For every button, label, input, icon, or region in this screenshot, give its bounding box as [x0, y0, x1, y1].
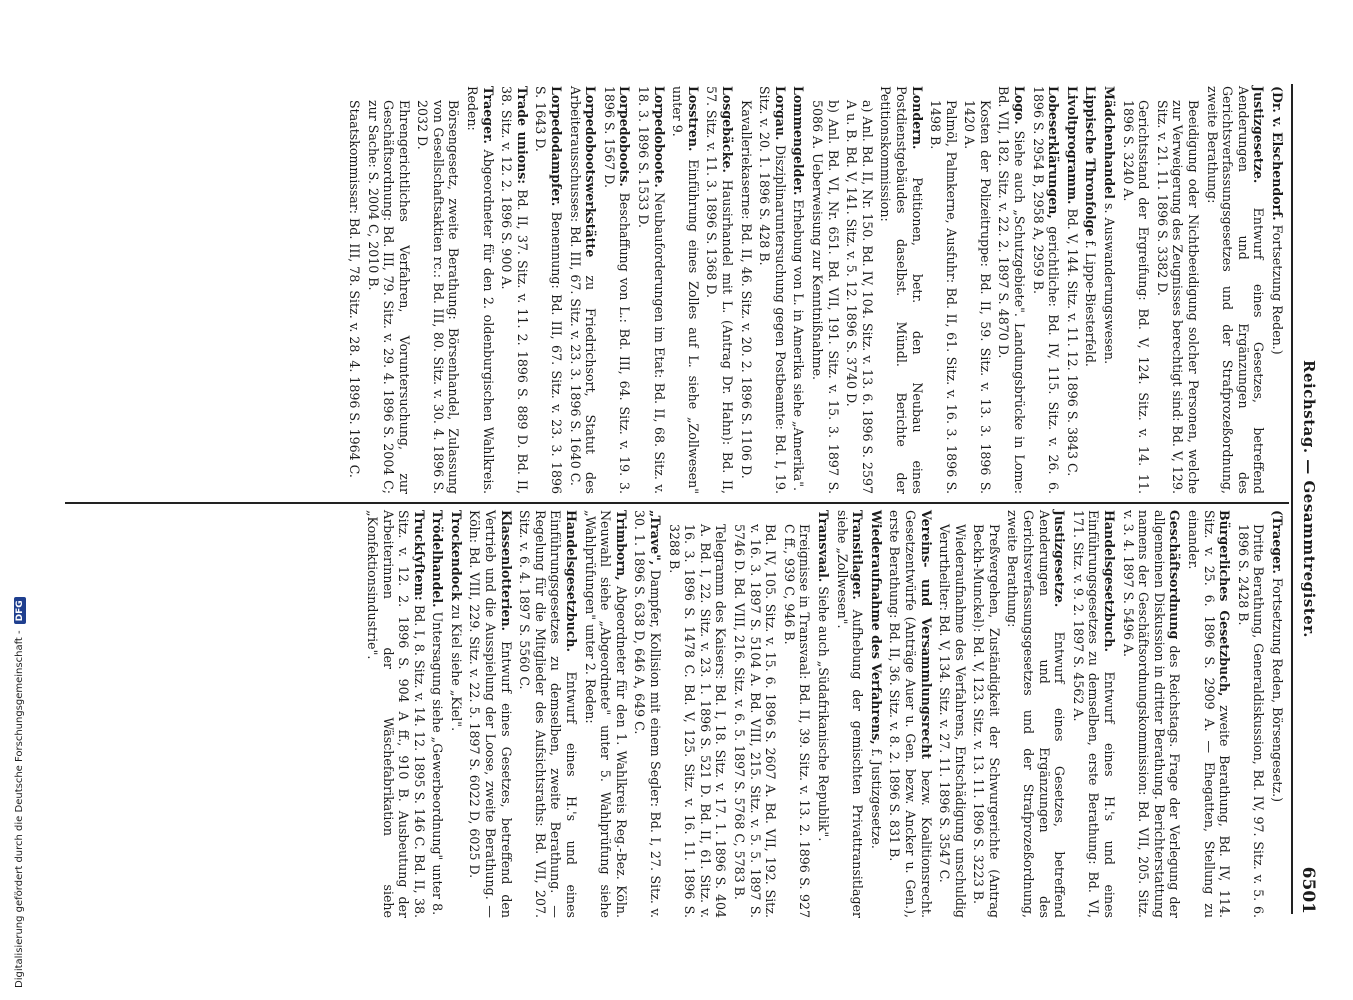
entry-text: Bd. II, 37. Sitz. v. 11. 2. 1896 S. 889 D. Bd. II, 38. Sitz. v. 12. 2. 1896 S. 900 A. [499, 86, 530, 494]
entry-heading: Wiederaufnahme des Verfahrens, [868, 510, 884, 745]
entry-text: Kosten der Polizeitruppe: Bd. II, 59. Sitz. v. 13. 3. 1896 S. 1420 A. [962, 100, 993, 494]
entry-text: Untersagung siehe „Gewerbeordnung" unter 8. [430, 611, 446, 916]
entry-text: Palmöl, Palmkerne, Ausfuhr: Bd. II, 61. Sitz. v. 16. 3. 1896 S. 1498 B. [928, 100, 959, 494]
index-entry [1070, 510, 1117, 918]
index-entry [1269, 86, 1285, 494]
index-entry [781, 510, 812, 918]
index-entry [1120, 510, 1182, 918]
entry-text: Aufhebung der gemischten Privattransitlager siehe „Zollwesen". [834, 510, 866, 918]
entry-text: Ereignisse in Transvaal: Bd. II, 39. Sitz. v. 13. 2. 1896 S. 927 C ff., 939 C, 946 B. [781, 524, 813, 918]
index-entry [1185, 510, 1232, 918]
entry-heading: Mädchenhandel [1102, 86, 1118, 199]
entry-heading: Truckſyſtem: [411, 510, 427, 601]
index-entry [962, 86, 993, 494]
entry-text: Fortsetzung Reden, Börsengesetz.) [1270, 577, 1285, 803]
index-entry [1005, 510, 1067, 918]
entry-text: Siehe auch „Südafrikanische Republik". [815, 586, 831, 842]
entry-text: zu Kiel siehe „Kiel". [448, 604, 464, 732]
index-entry [467, 510, 514, 918]
entry-text: b) Anl. Bd. VI, Nr. 651. Bd. VII, 191. Sitz. v. 15. 3. 1897 S. 5086 A. Ueberweisung zur Kenntnißnahme. [809, 100, 841, 494]
entry-heading: (Traeger. [1270, 510, 1285, 574]
entry-heading: Handelsgesetzbuch. [1102, 510, 1118, 652]
index-entry [517, 510, 579, 918]
entry-text: a) Anl. Bd. II, Nr. 150. Bd. IV, 104. Sitz. v. 13. 6. 1896 S. 2597 A u. B. Bd. V, 141. Sitz. v. 5. 12. 1896 S. 3740 D. [844, 100, 875, 494]
index-entry [1120, 86, 1151, 494]
entry-heading: Justizgesetze. [1052, 510, 1068, 608]
running-head [1292, 84, 1318, 914]
entry-text: Entwurf eines Gesetzes, betreffend Aenderungen und Ergänzungen des Gerichtsverfassungsgesetzes und der Strafprozeßordnung, zweite Berathung: [1204, 86, 1267, 494]
entry-text: des Reichstags. Frage der Verlegung der allgemeinen Diskussion in dritter Berathung. Berichterstattung namens der Geschäftsordnungskommission: Bd. VII, 205. Sitz. v. 3. 4. 1897 S. 5496 A. [1120, 510, 1183, 918]
credit-text: Digitalisierung gefördert durch die Deutsche Forschungsgemeinschaft - [14, 630, 25, 988]
entry-heading: Bürgerliches Gesetzbuch, [1217, 510, 1233, 697]
entry-heading: (Dr. v. Elschendorf. [1270, 86, 1285, 221]
index-entry [670, 86, 701, 494]
entry-heading: Geschäftsordnung [1167, 510, 1183, 640]
entry-text: Entwurf eines H.'s und eines Einführungsgesetzes zu demselben, zweite Berathung. — Regelung für die Mitglieder des Aufsichtsraths: Bd. VII, 207. Sitz. v. 6. 4. 1897 S. 5560 C. [517, 510, 580, 918]
page-number: 6501 [1298, 866, 1318, 914]
index-entry [809, 86, 840, 494]
entry-heading: Lorpedodampfer. [549, 86, 565, 207]
entry-text: Staatskommissar: Bd. III, 78. Sitz. v. 28. 4. 1896 S. 1964 C. [346, 100, 362, 478]
index-entry [834, 510, 865, 918]
entry-heading: Lommengelder. [791, 86, 807, 196]
index-entry [635, 86, 666, 494]
index-entry [1204, 86, 1266, 494]
column-divider [65, 502, 1289, 504]
entry-text: Beeidigung oder Nichtbeeidigung solcher Personen, welche zur Verweigerung des Zeugnisses berechtigt sind: Bd. V, 129. Sitz. v. 21. 11. 1896 S. 3382 D. [1154, 100, 1202, 494]
index-entry [365, 86, 412, 494]
index-entry [1083, 86, 1099, 494]
entry-text: Börsengesetz, zweite Berathung: Börsenhandel, Zulassung von Gesellschaftsaktien rc.: Bd. III, 80. Sitz. v. 30. 4. 1896 S. 2032 D. [415, 100, 462, 494]
entry-heading: Losgebäcke. [720, 86, 735, 173]
index-entry [346, 86, 362, 494]
index-entry [928, 86, 959, 494]
entry-heading: Traeger. [480, 86, 496, 144]
entry-text: Bd. IV, 105. Sitz. v. 15. 6. 1896 S. 2607 A. Bd. VII, 192. Sitz. v. 16. 3. 1897 S. 5104 A. Bd. VIII, 215. Sitz. v. 5. 5. 1897 S. 5746 D. Bd. VIII, 216. Sitz. v. 6. 5. 1897 S. 5768 C, 5783 B. [732, 524, 779, 918]
entry-text: Ehrengerichtliches Verfahren, Voruntersuchung, zur Geschäftsordnung: Bd. III, 79. Sitz. v. 29. 4. 1896 S. 2004 C; zur Sache: S. 2004 C, 2010 B. [365, 100, 412, 494]
index-entry [868, 510, 884, 918]
entry-heading: Lorpedoboots. [617, 86, 633, 187]
dfg-logo-icon: DFG [14, 597, 26, 624]
index-entry [757, 86, 788, 494]
index-entry [448, 510, 464, 918]
digitization-credit [2, 12, 25, 988]
index-entry [791, 86, 807, 494]
entry-text: f. Lippe-Biesterfeld. [1083, 240, 1099, 367]
entry-text: Benennung: Bd. III, 67. Sitz. v. 23. 3. 1896 S. 1643 D. [533, 86, 565, 494]
right-column [361, 510, 1285, 918]
index-entry [704, 86, 735, 494]
entry-text: Abgeordneter für den 1. Wahlkreis Reg.-Bez. Köln. Neuwahl siehe „Abgeordnete" unter 5. Wahlprüfung siehe „Wahlprüfungen" unter 2. Reden: [582, 510, 629, 918]
index-entry [1269, 510, 1285, 918]
entry-heading: Transvaal. [815, 510, 831, 583]
entry-text: Einführung eines Zolles auf L. siehe „Zollwesen" unter 9. [670, 86, 701, 494]
entry-heading: Lorpedoboote. [651, 86, 667, 188]
index-entry [1064, 86, 1080, 494]
entry-text: Kavalleriekaserne: Bd. II, 46. Sitz. v. 20. 2. 1896 S. 1106 D. [738, 100, 754, 479]
index-entry [887, 510, 934, 918]
entry-heading: Londern. [909, 86, 925, 150]
index-entry [632, 510, 663, 918]
entry-heading: Lippische Thronfolge [1083, 86, 1099, 237]
entry-heading: Lorgau. [772, 86, 788, 141]
entry-text: Fortsetzung Reden.) [1270, 224, 1285, 355]
entry-heading: Logo. [1012, 86, 1028, 125]
entry-text: Entwurf eines H.'s und eines Einführungsgesetzes zu demselben, erste Berathung: Bd. VI, 171. Sitz. v. 9. 2. 1897 S. 4562 A. [1070, 510, 1118, 918]
entry-text: Preßvergehen, Zuständigkeit der Schwurgerichte (Antrag Beckh-Munckel): Bd. V, 123. Sitz. v. 13. 11. 1896 S. 3223 B. [971, 524, 1002, 918]
entry-heading: Livoltprogramm. [1064, 86, 1080, 205]
entry-text: Gerichtsstand der Ergreifung: Bd. V, 124. Sitz. v. 14. 11. 1896 S. 3240 A. [1120, 100, 1152, 494]
entry-text: Disziplinaruntersuchung gegen Postbeamte: Bd. I, 19. Sitz. v. 20. 1. 1896 S. 428 B. [757, 86, 788, 494]
entry-heading: Klassenlotterien. [498, 510, 514, 632]
entry-text: zu Friedrichsort, Statut des Arbeiterausschusses: Bd. III, 67. Sitz. v. 23. 3. 1896 S. 1640 C. [567, 86, 599, 494]
entry-heading: Lobeserklärungen, [1046, 86, 1062, 219]
entry-text: s. Auswanderungswesen. [1102, 203, 1118, 365]
entry-heading: Trockendock [448, 510, 464, 601]
entry-text: zweite Berathung, Bd. IV, 114. Sitz. v. 25. 6. 1896 S. 2909 A. — Ehegatten, Stellung zu einander. [1186, 510, 1233, 918]
index-entry [1101, 86, 1117, 494]
entry-text: Erhebung von L. in Amerika siehe „Amerika". [791, 199, 807, 492]
index-entry [1030, 86, 1061, 494]
entry-text: Wiederaufnahme des Verfahrens, Entschädigung unschuldig Verurtheilter: Bd. V, 134. Sitz. v. 27. 11. 1896 S. 3547 C. [937, 524, 968, 918]
index-entry [465, 86, 496, 494]
index-entry [731, 510, 778, 918]
index-entry [1235, 510, 1266, 918]
index-entry [1154, 86, 1201, 494]
entry-heading: Handelsgesetzbuch. [564, 510, 580, 652]
header-rule [1291, 84, 1293, 914]
index-entry [937, 510, 968, 918]
entry-text: Siehe auch „Schutzgebiete". Landungsbrücke in Lome: Bd. VII, 182. Sitz. v. 22. 2. 1897 S. 4870 D. [996, 86, 1028, 494]
index-entry [533, 86, 564, 494]
index-entry [844, 86, 875, 494]
index-entry [971, 510, 1002, 918]
index-entry [364, 510, 426, 918]
index-entry [666, 510, 728, 918]
entry-heading: Losstren. [685, 86, 701, 152]
entry-text: f. Justizgesetze. [868, 748, 884, 849]
index-entry [815, 510, 831, 918]
entry-text: Entwurf eines Gesetzes, betreffend den Vertrieb und die Ausspielung der Loose, zweite Berathung. — Köln: Bd. VIII, 229. Sitz. v. 22. 5. 1897 S. 6022 D, 6025 D. [467, 510, 514, 918]
entry-text: Telegramm des Kaisers: Bd. I, 18. Sitz. v. 17. 1. 1896 S. 404 A. Bd. I, 22. Sitz. v. 23. 1. 1896 S. 521 D. Bd. II, 61. Sitz. v. 16. 3. 1896 S. 1478 C. Bd. V, 125. Sitz. v. 16. 11. 1896 S. 3288 B. [666, 524, 729, 918]
entry-heading: Justizgesetze. [1251, 86, 1267, 184]
index-entry [601, 86, 632, 494]
entry-heading: „Trave", [648, 510, 664, 566]
entry-text: Neubauforderungen im Etat: Bd. II, 68. Sitz. v. 18. 3. 1896 S. 1533 D. [636, 86, 667, 494]
left-column [343, 86, 1285, 494]
entry-text: Hausirhandel mit L. (Antrag Dr. Hahn): Bd. II, 57. Sitz. v. 11. 3. 1896 S. 1368 D. [704, 86, 735, 495]
entry-text: gerichtliche: Bd. IV, 115. Sitz. v. 26. 6. 1896 S. 2954 B, 2958 A, 2959 B. [1030, 86, 1062, 494]
entry-text: Petitionen, betr. den Neubau eines Postdienstgebäudes daselbst. Mündl. Berichte der Petitionskommission: [878, 86, 925, 494]
entry-heading: Trade unions: [514, 86, 530, 185]
index-entry [430, 510, 446, 918]
entry-heading: Trimborn, [613, 510, 629, 581]
index-entry [996, 86, 1027, 494]
entry-text: Beschaffung von L.: Bd. III, 64. Sitz. v. 19. 3. 1896 S. 1567 D. [601, 86, 633, 494]
entry-text: Dritte Berathung, Generaldiskussion, Bd. IV, 97. Sitz. v. 5. 6. 1896 S. 2428 B. [1235, 524, 1267, 918]
index-entry [878, 86, 925, 494]
entry-text: Bd. I, 8. Sitz. v. 14. 12. 1895 S. 146 C. Bd. II, 38. Sitz. v. 12. 2. 1896 S. 904 A ff., 910 B. Ausbeutung der Arbeiterinnen der Wäschefabrikation siehe „Konfektionsindustrie". [364, 510, 427, 918]
index-entry [415, 86, 462, 494]
index-entry [738, 86, 754, 494]
entry-text: bezw. Koalitionsrecht. Gesetzentwürfe (Anträge Auer u. Gen. bezw. Ancker u. Gen.), erste Berathung: Bd. II, 36. Sitz. v. 8. 2. 1896 S. 831 B. [887, 510, 934, 918]
index-entry [582, 510, 629, 918]
page-header-title: Reichstag. — Gesammtregister. [1300, 360, 1318, 638]
entry-text: Abgeordneter für den 2. oldenburgischen Wahlkreis. Reden: [465, 86, 496, 494]
entry-heading: Trödelhandel. [430, 510, 446, 608]
entry-heading: Lorpedobootswerkstätte [583, 86, 599, 258]
entry-text: Bd. V, 144. Sitz. v. 11. 12. 1896 S. 3843 C. [1064, 208, 1080, 477]
entry-heading: Vereins- und Versammlungsrecht [918, 510, 934, 760]
index-entry [499, 86, 530, 494]
index-entry [567, 86, 598, 494]
entry-text: Entwurf eines Gesetzes, betreffend Aenderungen und Ergänzungen des Gerichtsverfassungsgesetzes und der Strafprozeßordnung, zweite Berathung: [1005, 510, 1068, 918]
entry-text: Dampfer, Kollision mit einem Segler: Bd. I, 27. Sitz. v. 30. 1. 1896 S. 638 D, 646 A, 649 C. [632, 510, 664, 918]
entry-heading: Transitlager. [850, 510, 866, 600]
